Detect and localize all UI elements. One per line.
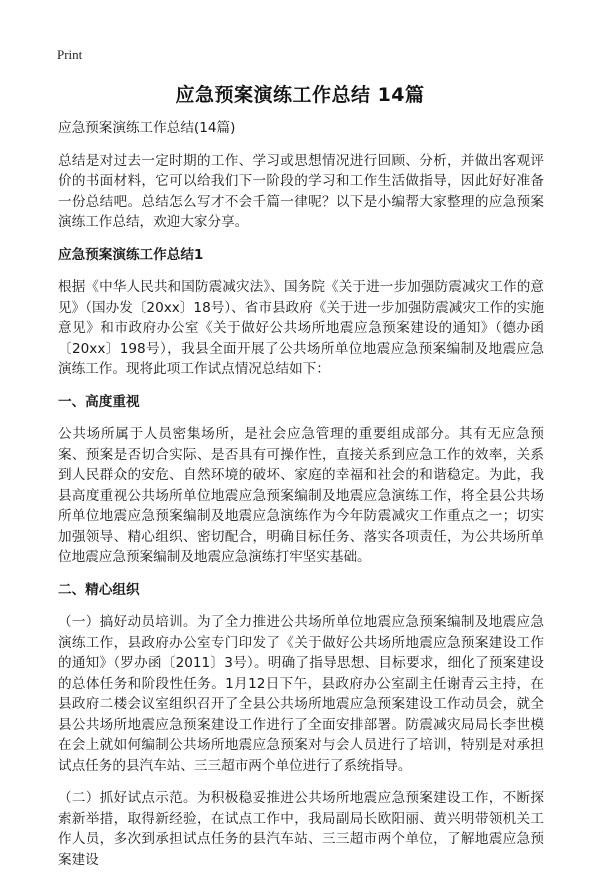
- document-body: [58, 118, 544, 882]
- document-subtitle: 应急预案演练工作总结(14篇): [58, 120, 236, 136]
- heading-careful-organization: 二、精心组织: [58, 581, 140, 598]
- section-1-paragraph: 根据《中华人民共和国防震减灾法》、国务院《关于进一步加强防震减灾工作的意见》（国办发〔20xx〕18号）、省市县政府《关于进一步加强防震减灾工作的实施意见》和市政府办公室《关于做好公共场所地震应急预案建设的通知》（德办函〔20xx〕198号），我县全面开展了公共场所单位地震应急预案编制及地震应急演练工作。现将此项工作试点情况总结如下：: [58, 279, 544, 377]
- heading-high-attention: 一、高度重视: [58, 393, 140, 410]
- paragraph-pilot-demonstration: （二）抓好试点示范。为积极稳妥推进公共场所地震应急预案建设工作，不断探索新举措，取得新经验，在试点工作中，我局副局长欧阳丽、黄兴明带领机关工作人员，多次到承担试点任务的县汽车站、三三超市两个单位，了解地震应急预案建设: [58, 790, 544, 868]
- paragraph-mobilization-training: （一）搞好动员培训。为了全力推进公共场所单位地震应急预案编制及地震应急演练工作，县政府办公室专门印发了《关于做好公共场所地震应急预案建设工作的通知》（罗办函〔2011〕3号）。明确了指导思想、目标要求，细化了预案建设的总体任务和阶段性任务。1月12日下午，县政府办公室副主任谢青云主持，在县政府二楼会议室组织召开了全县公共场所地震应急预案建设工作动员会，就全县公共场所地震应急预案建设工作进行了全面安排部署。防震减灾局局长李世模在会上就如何编制公共场所地震应急预案对与会人员进行了培训，特别是对承担试点任务的县汽车站、三三超市两个单位进行了系统指导。: [58, 614, 544, 774]
- document-title: 应急预案演练工作总结 14篇: [175, 84, 425, 106]
- intro-paragraph: 总结是对过去一定时期的工作、学习或思想情况进行回顾、分析，并做出客观评价的书面材料，它可以给我们下一阶段的学习和工作生活做指导，因此好好准备一份总结吧。总结怎么写才不会千篇一律呢？以下是小编帮大家整理的应急预案演练工作总结，欢迎大家分享。: [58, 152, 544, 230]
- section-heading-1: 应急预案演练工作总结1: [58, 246, 204, 263]
- paragraph-high-attention: 公共场所属于人员密集场所，是社会应急管理的重要组成部分。其有无应急预案、预案是否切合实际、是否具有可操作性，直接关系到应急工作的效率，关系到人民群众的安危、自然环境的破坏、家庭的幸福和社会的和谐稳定。为此，我县高度重视公共场所单位地震应急预案编制及地震应急演练工作，将全县公共场所单位地震应急预案编制及地震应急演练作为今年防震减灾工作重点之一；切实加强领导、精心组织、密切配合，明确目标任务、落实各项责任，为公共场所单位地震应急预案编制及地震应急演练打牢坚实基础。: [58, 426, 544, 565]
- print-label: Print: [57, 47, 83, 62]
